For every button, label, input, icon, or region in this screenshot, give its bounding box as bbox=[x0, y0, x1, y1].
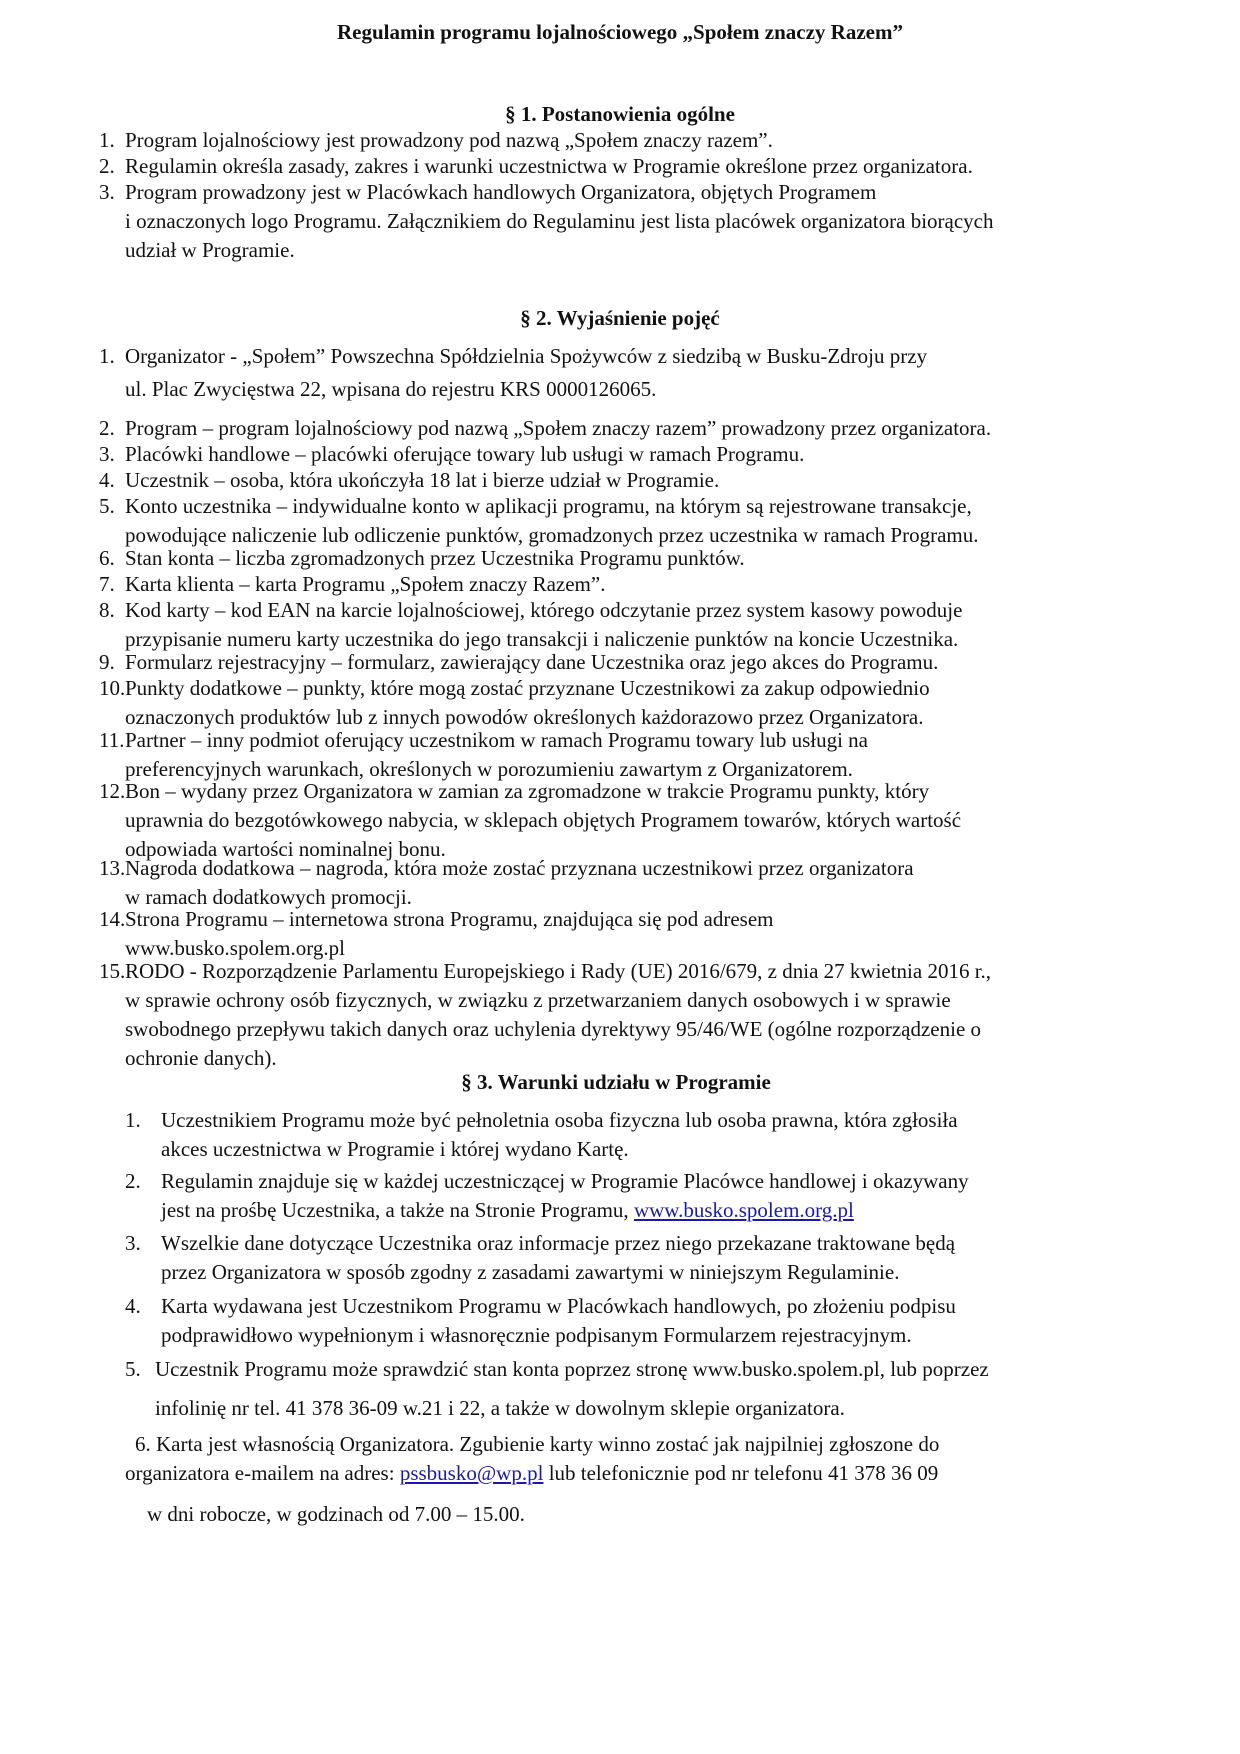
s2-item-line: Program – program lojalnościowy pod nazwą „Społem znaczy razem” prowadzony przez organizatora. bbox=[125, 416, 992, 440]
s2-item-10 bbox=[99, 648, 1209, 677]
program-website-link[interactable]: www.busko.spolem.org.pl bbox=[633, 1198, 854, 1222]
s2-item-number: 11. bbox=[99, 728, 125, 752]
s2-item-line: powodujące naliczenie lub odliczenie punktów, gromadzonych przez uczestnika w ramach Programu. bbox=[125, 523, 979, 547]
s2-item-line: Placówki handlowe – placówki oferujące towary lub usługi w ramach Programu. bbox=[125, 442, 805, 466]
s3-item-1 bbox=[125, 1106, 1205, 1164]
s2-item-number: 9. bbox=[99, 650, 115, 674]
s3-item-4-line-2: podprawidłowo wypełnionym i własnoręcznie podpisanym Formularzem rejestracyjnym. bbox=[161, 1323, 912, 1347]
s3-item-6-line-3: w dni robocze, w godzinach od 7.00 – 15.00. bbox=[147, 1502, 525, 1526]
s2-item-number: 1. bbox=[99, 344, 115, 368]
s2-item-5 bbox=[99, 466, 1209, 495]
s1-item-line: Program prowadzony jest w Placówkach handlowych Organizatora, objętych Programem bbox=[125, 180, 877, 204]
s2-item-12 bbox=[99, 726, 1209, 784]
s1-item-1 bbox=[99, 126, 1209, 155]
email-link[interactable]: pssbusko@wp.pl bbox=[399, 1461, 544, 1485]
s3-item-2-line-2-text: jest na prośbę Uczestnika, a także na Stronie Programu, bbox=[161, 1198, 634, 1222]
s2-item-line: Konto uczestnika – indywidualne konto w aplikacji programu, na którym są rejestrowane transakcje, bbox=[125, 494, 972, 518]
s2-item-line: RODO - Rozporządzenie Parlamentu Europejskiego i Rady (UE) 2016/679, z dnia 27 kwietnia 2016 r., bbox=[125, 959, 992, 983]
s3-item-1-line-1: Uczestnikiem Programu może być pełnoletnia osoba fizyczna lub osoba prawna, która zgłosiła bbox=[161, 1108, 958, 1132]
s3-item-4-number: 4. bbox=[125, 1294, 141, 1318]
s2-item-line: preferencyjnych warunkach, określonych w porozumieniu zawartym z Organizatorem. bbox=[125, 757, 853, 781]
document-title: Regulamin programu lojalnościowego „Społem znaczy Razem” bbox=[337, 20, 903, 44]
s3-item-3-line-2: przez Organizatora w sposób zgodny z zasadami zawartymi w niniejszym Regulaminie. bbox=[161, 1260, 900, 1284]
s2-item-2 bbox=[99, 375, 1209, 404]
s2-item-14 bbox=[99, 854, 1209, 912]
s3-item-2 bbox=[125, 1167, 1205, 1225]
s2-item-line: Partner – inny podmiot oferujący uczestnikom w ramach Programu towary lub usługi na bbox=[125, 728, 868, 752]
s2-item-line: uprawnia do bezgotówkowego nabycia, w sklepach objętych Programem towarów, których wartość bbox=[125, 808, 962, 832]
s2-item-line: Punkty dodatkowe – punkty, które mogą zostać przyznane Uczestnikowi za zakup odpowiednio bbox=[125, 676, 930, 700]
s2-item-4 bbox=[99, 440, 1209, 469]
s3-item-5-number: 5. bbox=[125, 1357, 141, 1381]
s2-item-line: Formularz rejestracyjny – formularz, zawierający dane Uczestnika oraz jego akces do Programu. bbox=[125, 650, 939, 674]
s2-item-line: swobodnego przepływu takich danych oraz uchylenia dyrektywy 95/46/WE (ogólne rozporządzenie o bbox=[125, 1017, 982, 1041]
s3-item-6-line-2-text: organizatora e-mailem na adres: bbox=[125, 1461, 400, 1485]
s2-item-line: przypisanie numeru karty uczestnika do jego transakcji i naliczenie punktów na koncie Uczestnika. bbox=[125, 627, 959, 651]
s3-item-5-line-1: Uczestnik Programu może sprawdzić stan konta poprzez stronę www.busko.spolem.pl, lub poprzez bbox=[155, 1357, 989, 1381]
s2-item-16 bbox=[99, 957, 1209, 1073]
s2-item-line: Bon – wydany przez Organizatora w zamian za zgromadzone w trakcie Programu punkty, który bbox=[125, 779, 930, 803]
s1-item-line: udział w Programie. bbox=[125, 238, 295, 262]
s3-item-5-line-2: infolinię nr tel. 41 378 36-09 w.21 i 22, a także w dowolnym sklepie organizatora. bbox=[155, 1396, 845, 1420]
s2-item-line: w ramach dodatkowych promocji. bbox=[125, 885, 412, 909]
s3-item-3-line-1: Wszelkie dane dotyczące Uczestnika oraz informacje przez niego przekazane traktowane będą bbox=[161, 1231, 956, 1255]
s3-item-4-line-1: Karta wydawana jest Uczestnikom Programu w Placówkach handlowych, po złożeniu podpisu bbox=[161, 1294, 956, 1318]
section-2-heading: § 2. Wyjaśnienie pojęć bbox=[520, 306, 720, 330]
s2-item-number: 13. bbox=[99, 856, 126, 880]
s3-item-2-number: 2. bbox=[125, 1169, 141, 1193]
s2-item-number: 12. bbox=[99, 779, 126, 803]
section-3-heading: § 3. Warunki udziału w Programie bbox=[461, 1070, 771, 1094]
s3-item-2-line-1: Regulamin znajduje się w każdej uczestniczącej w Programie Placówce handlowej i okazywany bbox=[161, 1169, 969, 1193]
s2-item-number: 10. bbox=[99, 676, 126, 700]
s2-item-number: 2. bbox=[99, 416, 115, 440]
section-1-heading: § 1. Postanowienia ogólne bbox=[505, 102, 735, 126]
s2-item-line: ul. Plac Zwycięstwa 22, wpisana do rejestru KRS 0000126065. bbox=[125, 377, 657, 401]
s2-item-line: oznaczonych produktów lub z innych powodów określonych każdorazowo przez Organizatora. bbox=[125, 705, 924, 729]
s2-item-number: 14. bbox=[99, 907, 126, 931]
s2-item-9 bbox=[99, 596, 1209, 654]
s2-item-line: www.busko.spolem.org.pl bbox=[125, 936, 345, 960]
s2-item-8 bbox=[99, 570, 1209, 599]
s1-item-3 bbox=[99, 178, 1209, 265]
s1-item-number: 2. bbox=[99, 154, 115, 178]
s2-item-line: Nagroda dodatkowa – nagroda, która może zostać przyznana uczestnikowi przez organizatora bbox=[125, 856, 914, 880]
s2-item-number: 15. bbox=[99, 959, 126, 983]
s1-item-number: 1. bbox=[99, 128, 115, 152]
s1-item-line: i oznaczonych logo Programu. Załącznikiem do Regulaminu jest lista placówek organizatora biorących bbox=[125, 209, 994, 233]
s2-item-7 bbox=[99, 544, 1209, 573]
s3-item-3 bbox=[125, 1229, 1205, 1287]
s2-item-line: Kod karty – kod EAN na karcie lojalnościowej, którego odczytanie przez system kasowy powoduje bbox=[125, 598, 963, 622]
s2-item-number: 5. bbox=[99, 494, 115, 518]
s1-item-line: Program lojalnościowy jest prowadzony pod nazwą „Społem znaczy razem”. bbox=[125, 128, 773, 152]
s1-item-number: 3. bbox=[99, 180, 115, 204]
s2-item-number: 4. bbox=[99, 468, 115, 492]
s2-item-1 bbox=[99, 342, 1209, 371]
s2-item-line: Organizator - „Społem” Powszechna Spółdzielnia Spożywców z siedzibą w Busku-Zdroju przy bbox=[125, 344, 928, 368]
s2-item-line: Karta klienta – karta Programu „Społem znaczy Razem”. bbox=[125, 572, 606, 596]
s3-item-1-number: 1. bbox=[125, 1108, 141, 1132]
s2-item-line: w sprawie ochrony osób fizycznych, w związku z przetwarzaniem danych osobowych i w sprawie bbox=[125, 988, 951, 1012]
s2-item-13 bbox=[99, 777, 1209, 864]
s3-item-1-line-2: akces uczestnictwa w Programie i której wydano Kartę. bbox=[161, 1137, 629, 1161]
s1-item-line: Regulamin określa zasady, zakres i warunki uczestnictwa w Programie określone przez organizatora. bbox=[125, 154, 973, 178]
s2-item-line: ochronie danych). bbox=[125, 1046, 277, 1070]
s2-item-number: 6. bbox=[99, 546, 115, 570]
s3-item-6-line-1: 6. Karta jest własnością Organizatora. Zgubienie karty winno zostać jak najpilniej zgłoszone do bbox=[135, 1432, 940, 1456]
s2-item-3 bbox=[99, 414, 1209, 443]
s3-item-6 bbox=[125, 1430, 1225, 1529]
s3-item-3-number: 3. bbox=[125, 1231, 141, 1255]
s2-item-11 bbox=[99, 674, 1209, 732]
s3-item-4 bbox=[125, 1292, 1205, 1350]
s2-item-15 bbox=[99, 905, 1209, 963]
s2-item-line: odpowiada wartości nominalnej bonu. bbox=[125, 837, 446, 861]
s2-item-line: Stan konta – liczba zgromadzonych przez Uczestnika Programu punktów. bbox=[125, 546, 745, 570]
s1-item-2 bbox=[99, 152, 1209, 181]
s2-item-number: 8. bbox=[99, 598, 115, 622]
s3-item-6-line-2-suffix: lub telefonicznie pod nr telefonu 41 378 36 09 bbox=[543, 1461, 939, 1485]
s2-item-6 bbox=[99, 492, 1209, 550]
s2-item-line: Uczestnik – osoba, która ukończyła 18 lat i bierze udział w Programie. bbox=[125, 468, 720, 492]
s2-item-number: 7. bbox=[99, 572, 115, 596]
s2-item-number: 3. bbox=[99, 442, 115, 466]
s2-item-line: Strona Programu – internetowa strona Programu, znajdująca się pod adresem bbox=[125, 907, 774, 931]
s3-item-5 bbox=[125, 1355, 1225, 1423]
